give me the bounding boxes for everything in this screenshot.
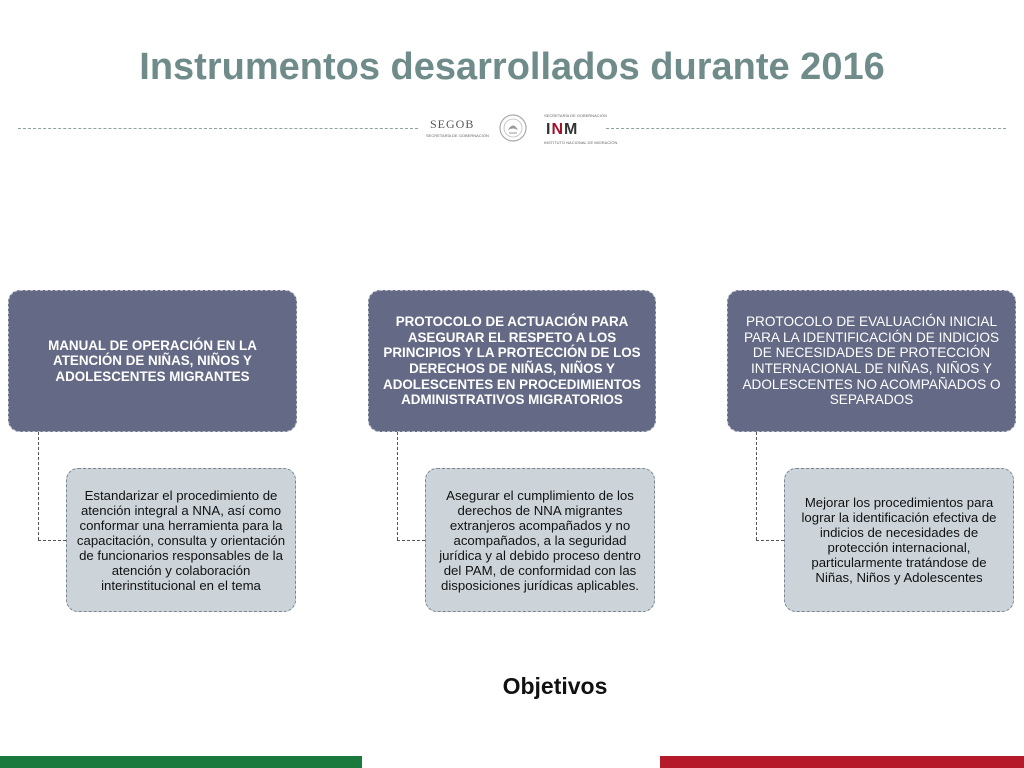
inm-logo-bottom-text: INSTITUTO NACIONAL DE MIGRACIÓN (544, 140, 618, 145)
inm-logo-top-text: SECRETARÍA DE GOBERNACIÓN (544, 113, 607, 118)
instrument-heading-text: MANUAL DE OPERACIÓN EN LA ATENCIÓN DE NIÑAS, NIÑOS Y ADOLESCENTES MIGRANTES (48, 337, 257, 384)
instrument-heading-manual (8, 290, 297, 432)
coat-of-arms-icon (498, 113, 528, 143)
connector-line (38, 432, 39, 540)
footer-bar-red (660, 756, 1024, 768)
instrument-heading-text: PROTOCOLO DE ACTUACIÓN PARA ASEGURAR EL RESPETO A LOS PRINCIPIOS Y LA PROTECCIÓN DE LOS DERECHOS DE NIÑAS, NIÑOS Y ADOLESCENTES EN PROCEDIMIENTOS ADMINISTRATIVOS MIGRATORIOS (383, 314, 641, 408)
objective-text: Mejorar los procedimientos para lograr la identificación efectiva de indicios de necesidades de protección internacional, particularmente tratándose de Niñas, Niños y Adolescentes (801, 495, 997, 585)
page-title: Instrumentos desarrollados durante 2016 (139, 46, 885, 88)
connector-line (397, 432, 398, 540)
objective-text: Asegurar el cumplimiento de los derechos de NNA migrantes extranjeros acompañados y no acompañados, a la seguridad jurídica y al debido proceso dentro del PAM, de conformidad con las disposiciones jurídicas aplicables. (439, 487, 641, 593)
institution-logos (420, 110, 618, 148)
connector-line (38, 540, 66, 541)
objectives-label: Objetivos (502, 673, 608, 699)
connector-line (756, 540, 784, 541)
instrument-heading-text: PROTOCOLO DE EVALUACIÓN INICIAL PARA LA IDENTIFICACIÓN DE INDICIOS DE NECESIDADES DE PROTECCIÓN INTERNACIONAL DE NIÑAS, NIÑOS Y ADOLESCENTES NO ACOMPAÑADOS O SEPARADOS (742, 314, 1001, 408)
connector-line (756, 432, 757, 540)
footer-bar-green (0, 756, 362, 768)
connector-line (397, 540, 425, 541)
instrument-heading-protocolo-actuacion (368, 290, 656, 432)
header-divider-right (606, 128, 1006, 129)
objective-box-protocolo-actuacion (425, 468, 655, 612)
header-divider-left (18, 128, 418, 129)
inm-logo (544, 113, 618, 145)
instrument-heading-protocolo-evaluacion (727, 290, 1016, 432)
footer-bar-white (362, 756, 660, 768)
objective-box-manual (66, 468, 296, 612)
objective-text: Estandarizar el procedimiento de atención integral a NNA, así como conformar una herramienta para la capacitación, consulta y orientación de funcionarios responsables de la atención y colaboración interinstitucional en el tema (76, 487, 286, 593)
inm-wordmark: INM (546, 121, 579, 138)
segob-logo: SEGOB (430, 117, 475, 131)
segob-subtitle: SECRETARÍA DE GOBERNACIÓN (426, 133, 489, 138)
objective-box-protocolo-evaluacion (784, 468, 1014, 612)
